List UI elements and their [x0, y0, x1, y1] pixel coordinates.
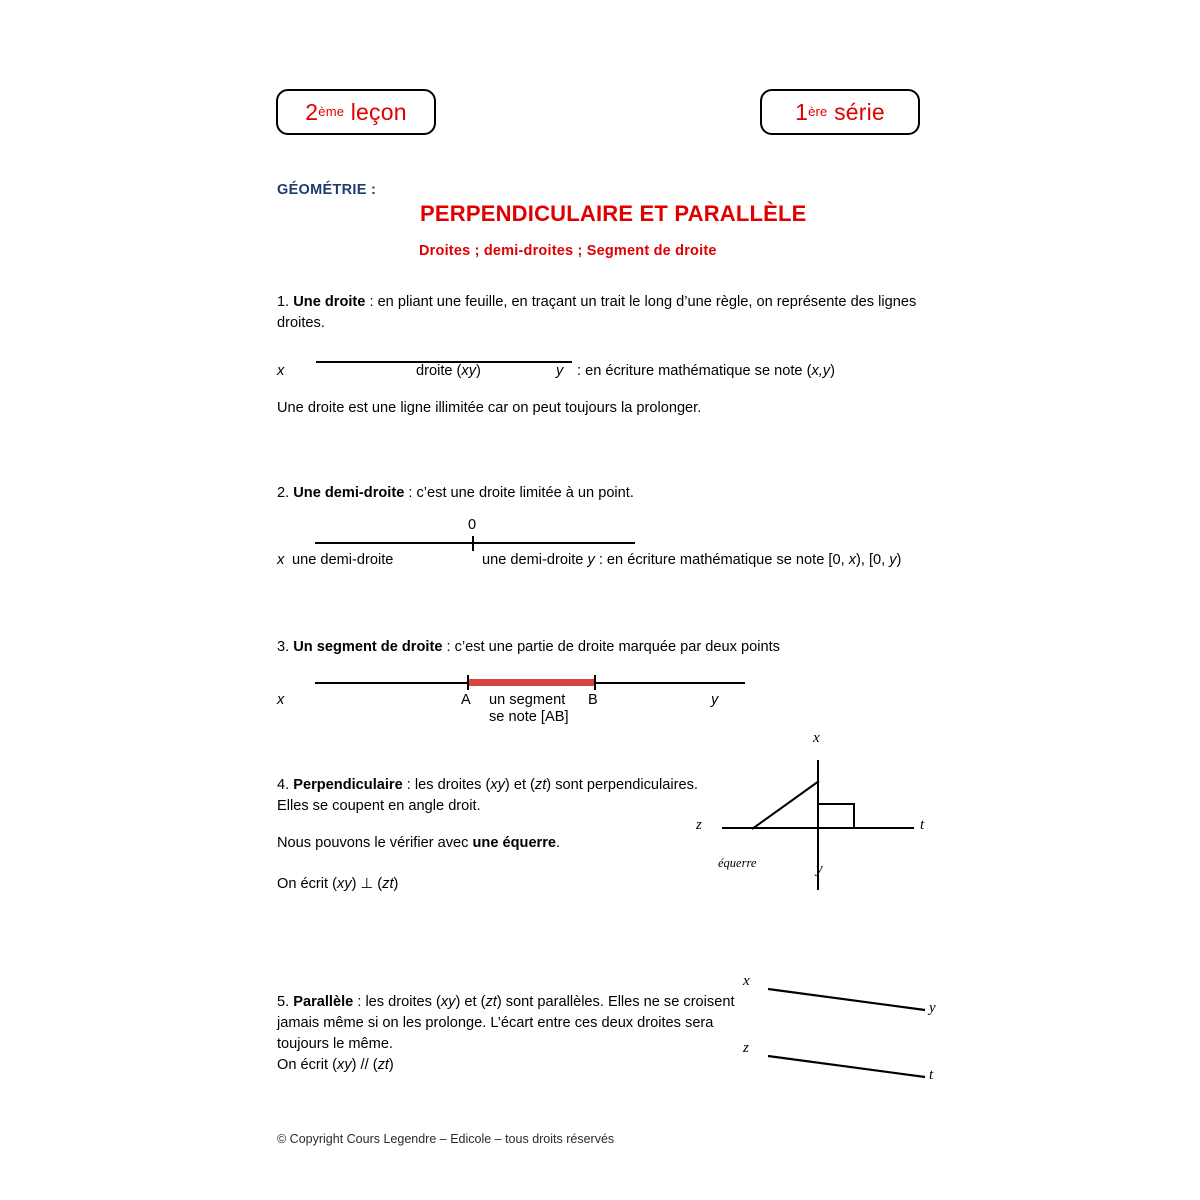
demi-droite-label-x: x: [277, 552, 285, 568]
equerre-label: équerre: [718, 856, 757, 870]
section-4-term: Perpendiculaire: [293, 777, 403, 793]
droite-label-y: y: [556, 363, 564, 379]
figure-parallele: [730, 965, 980, 1095]
section-5-term: Parallèle: [293, 994, 354, 1010]
figure-perpendiculaire: [690, 725, 950, 890]
section-4-line2-pre: Nous pouvons le vérifier avec: [277, 835, 473, 851]
section-4-line3: On écrit (xy) ⊥ (zt): [277, 876, 399, 892]
section-2-term: Une demi-droite: [293, 485, 405, 501]
segment-label-y: y: [711, 692, 719, 708]
section-3-term: Un segment de droite: [293, 639, 443, 655]
demi-droite-zero-label: 0: [468, 517, 477, 533]
section-5-paragraph: 5. Parallèle : les droites (xy) et (zt) sont parallèles. Elles ne se croisent jamais même si on les prolonge. L’écart entre ces deux droites sera toujours le même. On écrit (xy) // (zt): [277, 994, 735, 1073]
parallele-label-y: y: [929, 1000, 936, 1016]
section-4-number: 4.: [277, 777, 290, 793]
section-1-body: : en pliant une feuille, en traçant un trait le long d’une règle, on représente des lignes droites.: [277, 294, 917, 331]
right-angle-mark-top: [819, 803, 855, 805]
demi-droite-origin-tick: [472, 536, 474, 551]
section-4-line2-post: .: [556, 835, 561, 851]
section-2-number: 2.: [277, 485, 290, 501]
series-word: série: [834, 98, 885, 125]
perpendiculaire-label-z: z: [696, 817, 702, 833]
perpendiculaire-label-y: y: [816, 861, 823, 877]
lesson-number: 2: [305, 98, 319, 125]
demi-droite-left-text: une demi-droite: [292, 552, 394, 568]
segment-point-b: B: [588, 692, 598, 708]
lesson-tag-box: 2 ème leçon: [276, 89, 436, 135]
segment-caption-line2: se note [AB]: [489, 709, 569, 725]
segment-caption-line1: un segment: [489, 692, 566, 708]
segment-tick-b: [594, 675, 596, 690]
section-1-number: 1.: [277, 294, 290, 310]
droite-label-x: x: [277, 363, 285, 379]
right-angle-mark-right: [853, 803, 855, 829]
section-1-note: Une droite est une ligne illimitée car on peut toujours la prolonger.: [277, 400, 702, 416]
subject-label: GÉOMÉTRIE :: [277, 182, 377, 198]
equerre-hypotenuse: [752, 780, 820, 830]
series-tag-box: 1 ère série: [760, 89, 920, 135]
section-4-paragraph: 4. Perpendiculaire : les droites (xy) et (zt) sont perpendiculaires. Elles se coupent en angle droit.: [277, 777, 698, 814]
perpendiculaire-label-t: t: [920, 817, 925, 833]
series-number: 1: [795, 98, 809, 125]
parallele-label-x: x: [743, 973, 750, 989]
demi-droite-line: [315, 542, 635, 544]
segment-point-a: A: [461, 692, 471, 708]
section-4-line2-bold: une équerre: [472, 835, 557, 851]
section-3-body: : c’est une partie de droite marquée par deux points: [442, 639, 780, 655]
lesson-word: leçon: [350, 98, 407, 125]
droite-note: : en écriture mathématique se note (x,y): [577, 363, 835, 379]
section-3-paragraph: [277, 637, 927, 658]
section-5-number: 5.: [277, 994, 290, 1010]
section-3-number: 3.: [277, 639, 290, 655]
section-2-body: : c’est une droite limitée à un point.: [404, 485, 634, 501]
section-1-term: Une droite: [293, 294, 366, 310]
segment-label-x: x: [277, 692, 285, 708]
demi-droite-right-text: une demi-droite y : en écriture mathématique se note [0, x), [0, y): [482, 552, 902, 568]
page-subtitle: Droites ; demi-droites ; Segment de droite: [419, 243, 717, 259]
droite-caption: droite (xy): [416, 363, 481, 379]
section-4-line2: [277, 833, 707, 854]
segment-tick-a: [467, 675, 469, 690]
parallele-label-z: z: [743, 1040, 749, 1056]
parallele-lines: [730, 965, 980, 1095]
footer-copyright: © Copyright Cours Legendre – Edicole – tous droits réservés: [277, 1132, 615, 1146]
parallele-label-t: t: [929, 1067, 934, 1083]
page-title: PERPENDICULAIRE ET PARALLÈLE: [420, 201, 807, 226]
segment-highlight: [468, 679, 595, 686]
section-2-paragraph: [277, 483, 927, 504]
perpendiculaire-label-x: x: [813, 730, 820, 746]
